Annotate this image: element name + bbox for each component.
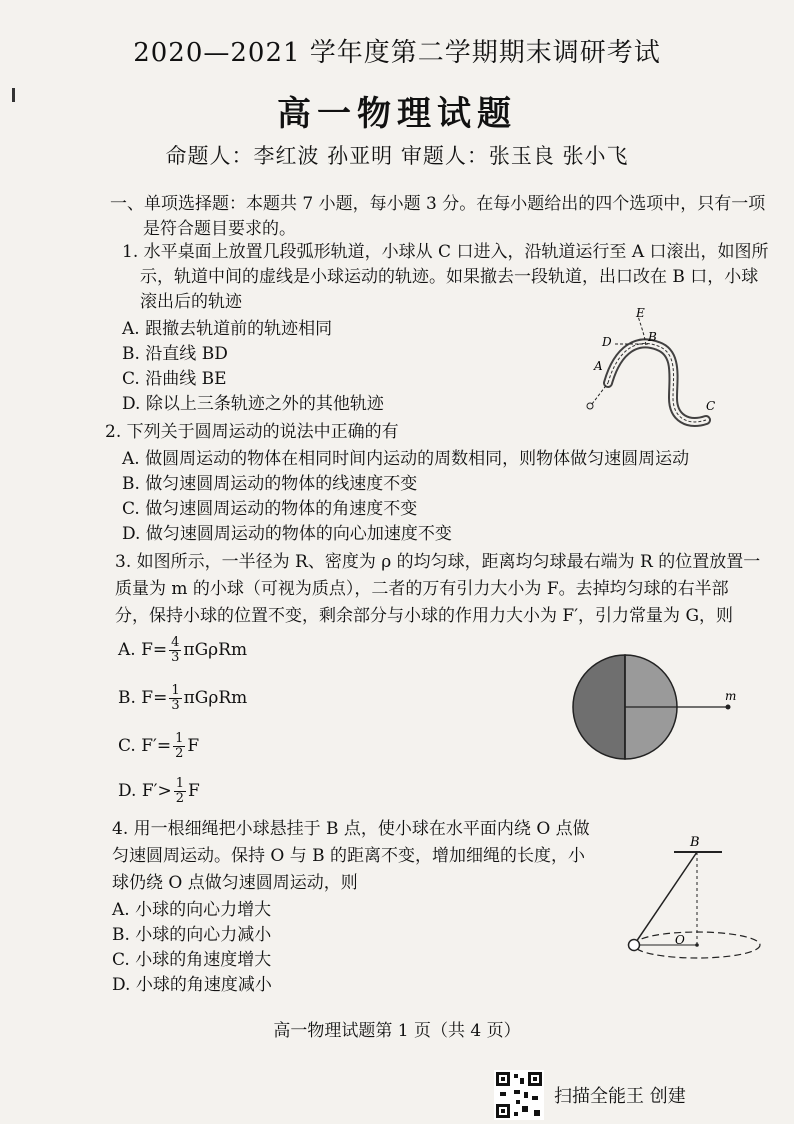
exam-title: 2020—2021 学年度第二学期期末调研考试 — [133, 38, 661, 68]
fraction: $\frac{4}{3}$ — [171, 635, 180, 665]
q1-option-b: B. 沿直线 BD — [122, 344, 228, 364]
q4-stem-line3: 球仍绕 O 点做匀速圆周运动，则 — [112, 873, 358, 893]
q2-option-a: A. 做圆周运动的物体在相同时间内运动的周数相同，则物体做匀速圆周运动 — [122, 449, 690, 469]
q1-stem-line2: 示，轨道中间的虚线是小球运动的轨迹。如果撤去一段轨道，出口改在 B 口，小球 — [140, 267, 759, 287]
q3-option-d: D. F′> $\frac{1}{2}$ F — [118, 776, 200, 806]
fraction: $\frac{1}{2}$ — [175, 731, 184, 761]
section-heading-cont: 是符合题目要求的。 — [143, 219, 296, 239]
q4-option-b: B. 小球的向心力减小 — [112, 925, 272, 945]
q2-option-d: D. 做匀速圆周运动的物体的向心加速度不变 — [122, 524, 452, 544]
q4-label-b: B — [690, 835, 700, 850]
q1-stem-line1: 1. 水平桌面上放置几段弧形轨道，小球从 C 口进入，沿轨道运行至 A 口滚出，如图所 — [122, 242, 769, 262]
q4-label-o: O — [675, 933, 685, 947]
q1-label-d: D — [602, 335, 612, 349]
q1-label-e: E — [636, 308, 645, 320]
q3-option-c: C. F′= $\frac{1}{2}$ F — [118, 731, 200, 761]
q1-label-b: B — [648, 330, 657, 344]
q4-stem-line2: 匀速圆周运动。保持 O 与 B 的距离不变，增加细绳的长度，小 — [112, 846, 586, 866]
q3-sphere-figure — [570, 650, 750, 770]
q1-label-a: A — [594, 359, 603, 373]
scanner-text: 扫描全能王 创建 — [554, 1086, 686, 1107]
subject-title: 高一物理试题 — [277, 94, 517, 134]
q3-stem-line1: 3. 如图所示，一半径为 R、密度为 ρ 的均匀球，距离均匀球最右端为 R 的位置放置一 — [115, 552, 761, 572]
page-footer: 高一物理试题第 1 页（共 4 页） — [273, 1021, 521, 1041]
section-heading: 一、单项选择题：本题共 7 小题，每小题 3 分。在每小题给出的四个选项中，只有一项 — [110, 194, 766, 214]
q1-label-c: C — [706, 399, 716, 413]
q3-label-m: m — [725, 689, 737, 703]
authors-line: 命题人：李红波 孙亚明 审题人：张玉良 张小飞 — [165, 144, 629, 168]
qr-code-icon — [494, 1070, 544, 1120]
q4-option-c: C. 小球的角速度增大 — [112, 950, 272, 970]
fraction: $\frac{1}{2}$ — [175, 776, 185, 806]
q2-option-b: B. 做匀速圆周运动的物体的线速度不变 — [122, 474, 418, 494]
q3-stem-line2: 质量为 m 的小球（可视为质点），二者的万有引力大小为 F。去掉均匀球的右半部 — [115, 579, 729, 599]
q3-option-b: B. F= $\frac{1}{3}$ πGρRm — [118, 683, 248, 713]
q1-track-figure — [578, 308, 728, 438]
q4-option-a: A. 小球的向心力增大 — [112, 900, 272, 920]
q3-option-a: A. F= $\frac{4}{3}$ πGρRm — [118, 635, 248, 665]
q2-stem: 2. 下列关于圆周运动的说法中正确的有 — [105, 422, 399, 442]
q1-stem-line3: 滚出后的轨迹 — [140, 292, 242, 312]
scanner-watermark — [494, 1070, 686, 1120]
q4-stem-line1: 4. 用一根细绳把小球悬挂于 B 点，使小球在水平面内绕 O 点做 — [112, 819, 590, 839]
q2-option-c: C. 做匀速圆周运动的物体的角速度不变 — [122, 499, 418, 519]
q1-option-c: C. 沿曲线 BE — [122, 369, 227, 389]
q3-stem-line3: 分，保持小球的位置不变，剩余部分与小球的作用力大小为 F′，引力常量为 G，则 — [115, 606, 734, 626]
q4-option-d: D. 小球的角速度减小 — [112, 975, 272, 995]
fraction: $\frac{1}{3}$ — [171, 683, 180, 713]
q4-pendulum-figure — [612, 832, 792, 972]
q1-option-a: A. 跟撤去轨道前的轨迹相同 — [122, 319, 333, 339]
q1-option-d: D. 除以上三条轨迹之外的其他轨迹 — [122, 394, 384, 414]
